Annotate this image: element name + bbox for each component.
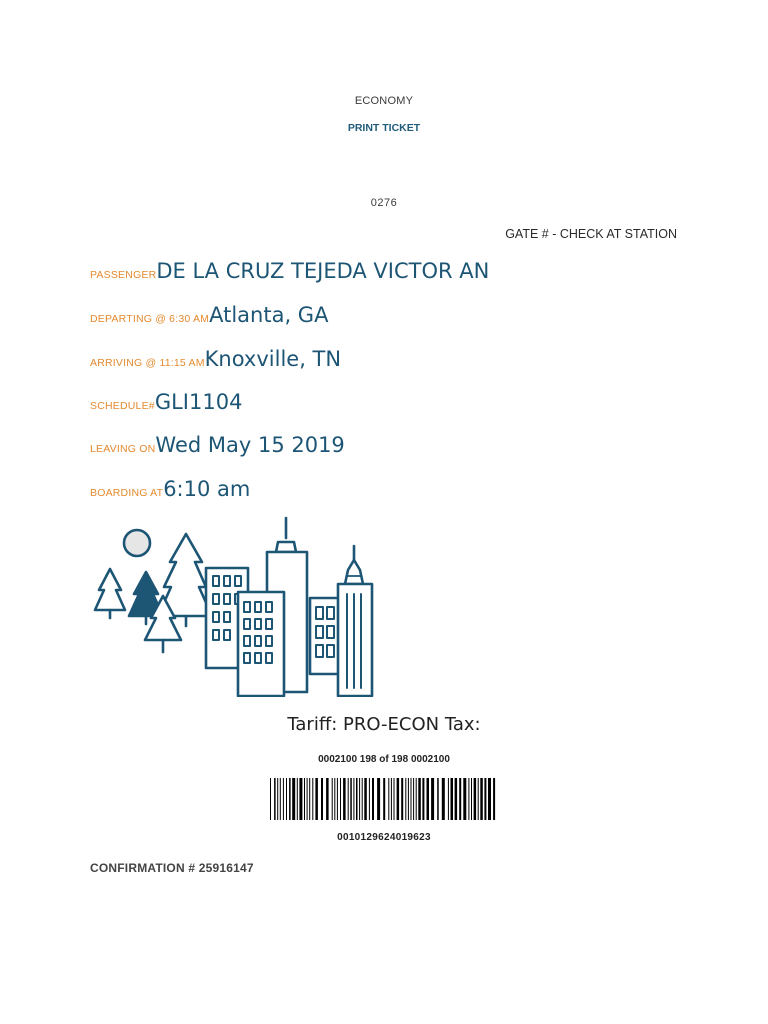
barcode-bar	[350, 778, 352, 820]
schedule-label: SCHEDULE#	[90, 400, 155, 412]
barcode-bar	[356, 778, 358, 820]
barcode-bar	[474, 778, 477, 820]
barcode-bar	[297, 778, 298, 820]
leaving-row	[90, 433, 345, 457]
barcode-bar	[377, 778, 380, 820]
departing-city: Atlanta, GA	[209, 303, 329, 327]
barcode-bar	[362, 778, 363, 820]
barcode-bar	[488, 778, 491, 820]
leaving-label: LEAVING ON	[90, 443, 156, 455]
barcode-bar	[480, 778, 483, 820]
barcode-bar	[437, 778, 439, 820]
arriving-city: Knoxville, TN	[204, 347, 342, 371]
barcode-bar	[372, 778, 374, 820]
barcode-bar	[292, 778, 295, 820]
barcode-bar	[348, 778, 349, 820]
barcode-bar	[309, 778, 310, 820]
barcode-bar	[289, 778, 291, 820]
passenger-row	[90, 259, 489, 283]
barcode-bar	[463, 778, 466, 820]
ticket-number: 0276	[370, 197, 398, 209]
barcode-bar	[280, 778, 281, 820]
barcode-bar	[484, 778, 486, 820]
arriving-row	[90, 347, 341, 371]
barcode-bar	[431, 778, 434, 820]
barcode-bar	[383, 778, 385, 820]
barcode-bar	[416, 778, 417, 820]
city-skyline-with-trees-icon	[88, 512, 388, 697]
barcode-number: 0010129624019623	[337, 832, 431, 843]
boarding-row	[90, 477, 250, 501]
tariff-text: Tariff: PRO-ECON Tax:	[287, 714, 481, 735]
barcode-bar	[307, 778, 308, 820]
schedule-row	[90, 390, 242, 414]
barcode-bar	[471, 778, 472, 820]
barcode-bar	[337, 778, 338, 820]
ticket-sequence: 0002100 198 of 198 0002100	[318, 754, 450, 765]
barcode-bar	[299, 778, 302, 820]
barcode-bar	[369, 778, 370, 820]
barcode-bar	[270, 778, 271, 820]
barcode-bar	[304, 778, 305, 820]
barcode-bar	[283, 778, 284, 820]
barcode-bar	[422, 778, 424, 820]
barcode-bar	[391, 778, 392, 820]
barcode-bar	[413, 778, 414, 820]
barcode-bar	[478, 778, 479, 820]
barcode-bar	[411, 778, 412, 820]
barcode-bar	[332, 778, 333, 820]
confirmation-number: CONFIRMATION # 25916147	[90, 861, 254, 875]
passenger-label: PASSENGER	[90, 269, 157, 281]
barcode-bar	[364, 778, 367, 820]
barcode-bar	[459, 778, 461, 820]
boarding-time: 6:10 am	[163, 477, 251, 501]
arriving-label: ARRIVING @ 11:15 AM	[90, 357, 205, 369]
barcode-bar	[397, 778, 400, 820]
departing-label: DEPARTING @ 6:30 AM	[90, 313, 210, 325]
passenger-name: DE LA CRUZ TEJEDA VICTOR AN	[156, 259, 490, 283]
barcode-bar	[468, 778, 469, 820]
barcode	[270, 778, 498, 820]
barcode-bar	[312, 778, 313, 820]
schedule-number: GLI1104	[154, 390, 243, 414]
barcode-bar	[321, 778, 323, 820]
barcode-bar	[388, 778, 389, 820]
barcode-bar	[277, 778, 278, 820]
barcode-bar	[401, 778, 403, 820]
barcode-bar	[442, 778, 445, 820]
barcode-bar	[408, 778, 409, 820]
barcode-bar	[359, 778, 360, 820]
boarding-label: BOARDING AT	[90, 487, 164, 499]
leaving-date: Wed May 15 2019	[155, 433, 345, 457]
departing-row	[90, 303, 328, 327]
barcode-bar	[493, 778, 495, 820]
gate-info: GATE # - CHECK AT STATION	[505, 227, 677, 241]
print-ticket-link[interactable]: PRINT TICKET	[347, 122, 421, 134]
barcode-bar	[326, 778, 329, 820]
barcode-bar	[427, 778, 430, 820]
barcode-bar	[451, 778, 454, 820]
barcode-bar	[315, 778, 318, 820]
barcode-bar	[394, 778, 395, 820]
fare-class: ECONOMY	[354, 95, 414, 107]
barcode-bar	[448, 778, 449, 820]
barcode-bar	[418, 778, 421, 820]
barcode-bar	[353, 778, 354, 820]
barcode-bar	[334, 778, 335, 820]
barcode-bar	[343, 778, 346, 820]
barcode-bar	[340, 778, 341, 820]
barcode-bar	[455, 778, 458, 820]
barcode-bar	[274, 778, 276, 820]
barcode-bar	[286, 778, 287, 820]
barcode-bar	[405, 778, 406, 820]
